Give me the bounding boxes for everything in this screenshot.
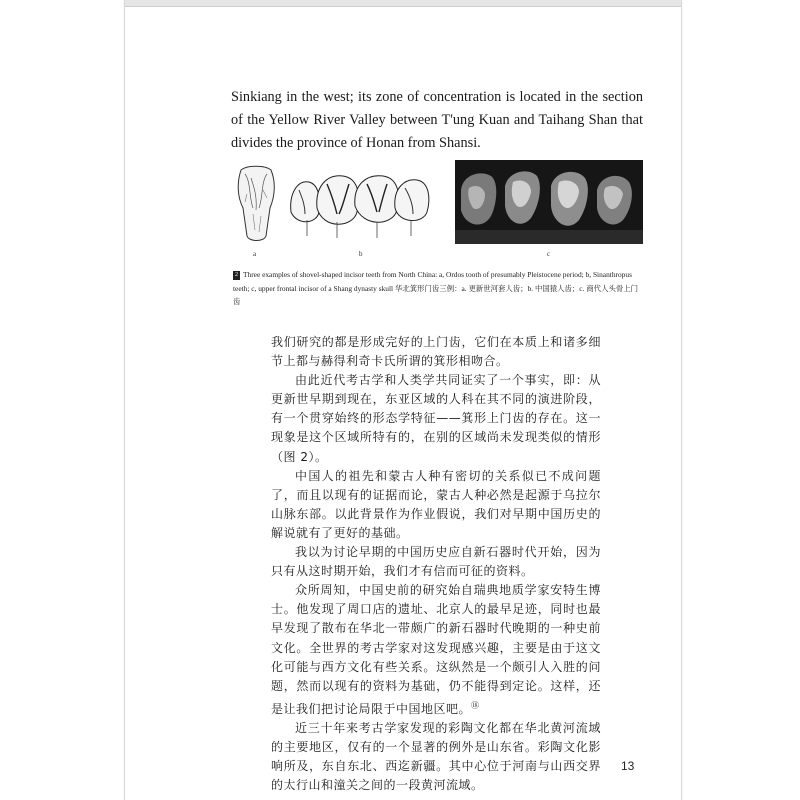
chinese-paragraph: 由此近代考古学和人类学共同证实了一个事实，即：从更新世早期到现在，东亚区域的人科在其不同的演进阶段，有一个贯穿始终的形态学特征——箕形上门齿的存在。这一现象是这个区域所特有的，在别的区域尚未发现类似的情形（图 2）。 (271, 373, 601, 464)
book-page (124, 0, 682, 800)
footnote-marker[interactable]: ⑱ (471, 700, 480, 710)
chinese-paragraph-with-note (271, 581, 601, 719)
page-number: 13 (621, 759, 635, 773)
figure-b-drawing (287, 172, 433, 240)
photo-teeth-shapes (455, 160, 643, 244)
chinese-paragraph: 我们研究的都是形成完好的上门齿，它们在本质上和诸多细节上都与赫得利奇卡氏所谓的箕形相吻合。 (271, 335, 601, 369)
figure-label-b: b (359, 250, 363, 258)
caption-english: Three examples of shovel-shaped incisor teeth from North China: a, Ordos tooth of presumably Pleistocene period; b, Sinanthropus teeth; c, upper frontal incisor of a Shang dynasty skull (233, 270, 632, 293)
caption-chinese: 华北箕形门齿三例：a. 更新世河套人齿；b. 中国猿人齿；c. 商代人头骨上门齿 (233, 283, 639, 306)
figure-label-c: c (547, 250, 551, 258)
chinese-paragraph: 中国人的祖先和蒙古人种有密切的关系似已不成问题了，而且以现有的证据而论，蒙古人种必然是起源于乌拉尔山脉东部。以此背景作为作业假说，我们对早期中国历史的解说就有了更好的基础。 (271, 468, 601, 540)
chinese-paragraph: 我以为讨论早期的中国历史应自新石器时代开始，因为只有从这时期开始，我们才有信而可征的资料。 (271, 545, 601, 579)
figure-a-drawing (233, 164, 279, 246)
figure-c-photo (455, 160, 643, 244)
english-paragraph: Sinkiang in the west; its zone of concentration is located in the section of the Yellow River Valley between T'ung Kuan and Taihang Shan that divides the province of Honan from Shansi. (231, 89, 643, 151)
chinese-paragraph: 众所周知，中国史前的研究始自瑞典地质学家安特生博士。他发现了周口店的遗址、北京人的最早足迹，同时也最早发现了散布在华北一带颇广的新石器时代晚期的一种史前文化。全世界的考古学家对这发现感兴趣，主要是由于这文化可能与西方文化有些关系。这纵然是一个颇引人入胜的问题，然而以现有的资料为基础，仍不能得到定论。这样，还是让我们把讨论局限于中国地区吧。 (271, 583, 601, 716)
chinese-paragraph: 近三十年来考古学家发现的彩陶文化都在华北黄河流域的主要地区，仅有的一个显著的例外是山东省。彩陶文化影响所及，东自东北、西迄新疆。其中心位于河南与山西交界的太行山和潼关之间的一段黄河流域。 (271, 720, 601, 793)
page-top-edge (125, 0, 681, 7)
figure-label-a: a (253, 250, 257, 258)
tooth-figure (233, 160, 643, 260)
figure-caption (233, 268, 643, 309)
chinese-body-text (271, 333, 601, 795)
figure-number-badge: 2 (235, 272, 238, 278)
